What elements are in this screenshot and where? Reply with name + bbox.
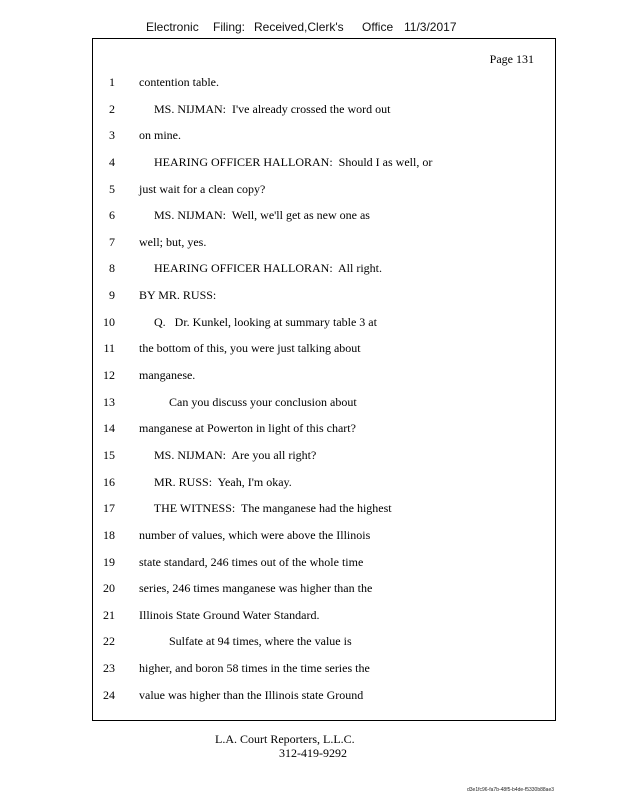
transcript-line <box>93 659 555 686</box>
line-text: Q. Dr. Kunkel, looking at summary table 3 at <box>139 314 377 329</box>
line-text: value was higher than the Illinois state Ground <box>139 687 364 702</box>
line-text: well; but, yes. <box>139 234 207 249</box>
line-number: 15 <box>103 447 115 462</box>
transcript-line <box>93 606 555 633</box>
line-number: 16 <box>103 474 115 489</box>
line-number: 2 <box>109 101 115 116</box>
line-text: just wait for a clean copy? <box>139 181 266 196</box>
document-hash: d3e1fc96-fa7b-48f5-b4de-f5330b88ae3 <box>467 787 555 793</box>
transcript-page <box>92 38 556 721</box>
line-text: manganese. <box>139 368 196 383</box>
transcript-line <box>93 366 555 393</box>
line-number: 8 <box>109 261 115 276</box>
line-number: 12 <box>103 368 115 383</box>
transcript-line <box>93 579 555 606</box>
transcript-line <box>93 259 555 286</box>
stamp-word-filing: Filing: <box>213 20 246 34</box>
transcript-line <box>93 233 555 260</box>
line-text: MS. NIJMAN: I've already crossed the word out <box>139 101 391 116</box>
line-text: MS. NIJMAN: Well, we'll get as new one as <box>139 208 370 223</box>
line-text: on mine. <box>139 128 181 143</box>
transcript-line <box>93 499 555 526</box>
line-text: the bottom of this, you were just talking about <box>139 341 361 356</box>
line-text: number of values, which were above the Illinois <box>139 527 371 542</box>
transcript-line <box>93 446 555 473</box>
line-number: 21 <box>103 607 115 622</box>
line-text: contention table. <box>139 75 219 89</box>
transcript-line <box>93 206 555 233</box>
transcript-line <box>93 473 555 500</box>
transcript-line <box>93 632 555 659</box>
line-text: manganese at Powerton in light of this chart? <box>139 421 356 436</box>
line-number: 9 <box>109 288 115 303</box>
transcript-line <box>93 393 555 420</box>
transcript-line <box>93 126 555 153</box>
line-number: 22 <box>103 634 115 649</box>
line-number: 18 <box>103 527 115 542</box>
stamp-word-office: Office <box>362 20 394 34</box>
line-text: Illinois State Ground Water Standard. <box>139 607 320 622</box>
line-text: higher, and boron 58 times in the time series the <box>139 661 370 676</box>
transcript-line <box>93 526 555 553</box>
court-reporter-phone: 312-419-9292 <box>279 746 347 760</box>
transcript-line <box>93 286 555 313</box>
page-number: Page 131 <box>489 52 534 66</box>
stamp-word-electronic: Electronic <box>146 20 199 34</box>
line-text: THE WITNESS: The manganese had the highest <box>139 501 392 516</box>
transcript-line <box>93 419 555 446</box>
transcript-line <box>93 339 555 366</box>
line-text: HEARING OFFICER HALLORAN: Should I as well, or <box>139 154 433 169</box>
transcript-line <box>93 100 555 127</box>
line-text: MS. NIJMAN: Are you all right? <box>139 447 317 462</box>
line-number: 4 <box>109 154 115 169</box>
line-number: 10 <box>103 314 115 329</box>
line-text: Sulfate at 94 times, where the value is <box>139 634 352 649</box>
line-number: 17 <box>103 501 115 516</box>
line-number: 11 <box>103 341 115 356</box>
line-number: 20 <box>103 581 115 596</box>
line-number: 19 <box>103 554 115 569</box>
line-text: state standard, 246 times out of the whole time <box>139 554 364 569</box>
line-text: BY MR. RUSS: <box>139 288 217 303</box>
line-number: 1 <box>109 75 115 89</box>
transcript-line <box>93 686 555 713</box>
line-number: 14 <box>103 421 115 436</box>
line-number: 13 <box>103 394 115 409</box>
stamp-word-received: Received,Clerk's <box>254 20 344 34</box>
line-number: 23 <box>103 661 115 676</box>
transcript-line <box>93 73 555 100</box>
line-number: 6 <box>109 208 115 223</box>
line-number: 7 <box>109 234 115 249</box>
transcript-lines <box>93 73 555 712</box>
stamp-date: 11/3/2017 <box>404 20 457 34</box>
transcript-line <box>93 553 555 580</box>
line-text: HEARING OFFICER HALLORAN: All right. <box>139 261 383 276</box>
transcript-line <box>93 180 555 207</box>
transcript-line <box>93 313 555 340</box>
line-number: 24 <box>103 687 115 702</box>
transcript-line <box>93 153 555 180</box>
line-text: MR. RUSS: Yeah, I'm okay. <box>139 474 292 489</box>
line-text: Can you discuss your conclusion about <box>139 394 357 409</box>
line-number: 3 <box>109 128 115 143</box>
line-text: series, 246 times manganese was higher than the <box>139 581 373 596</box>
line-number: 5 <box>109 181 115 196</box>
court-reporter-name: L.A. Court Reporters, L.L.C. <box>215 732 355 746</box>
